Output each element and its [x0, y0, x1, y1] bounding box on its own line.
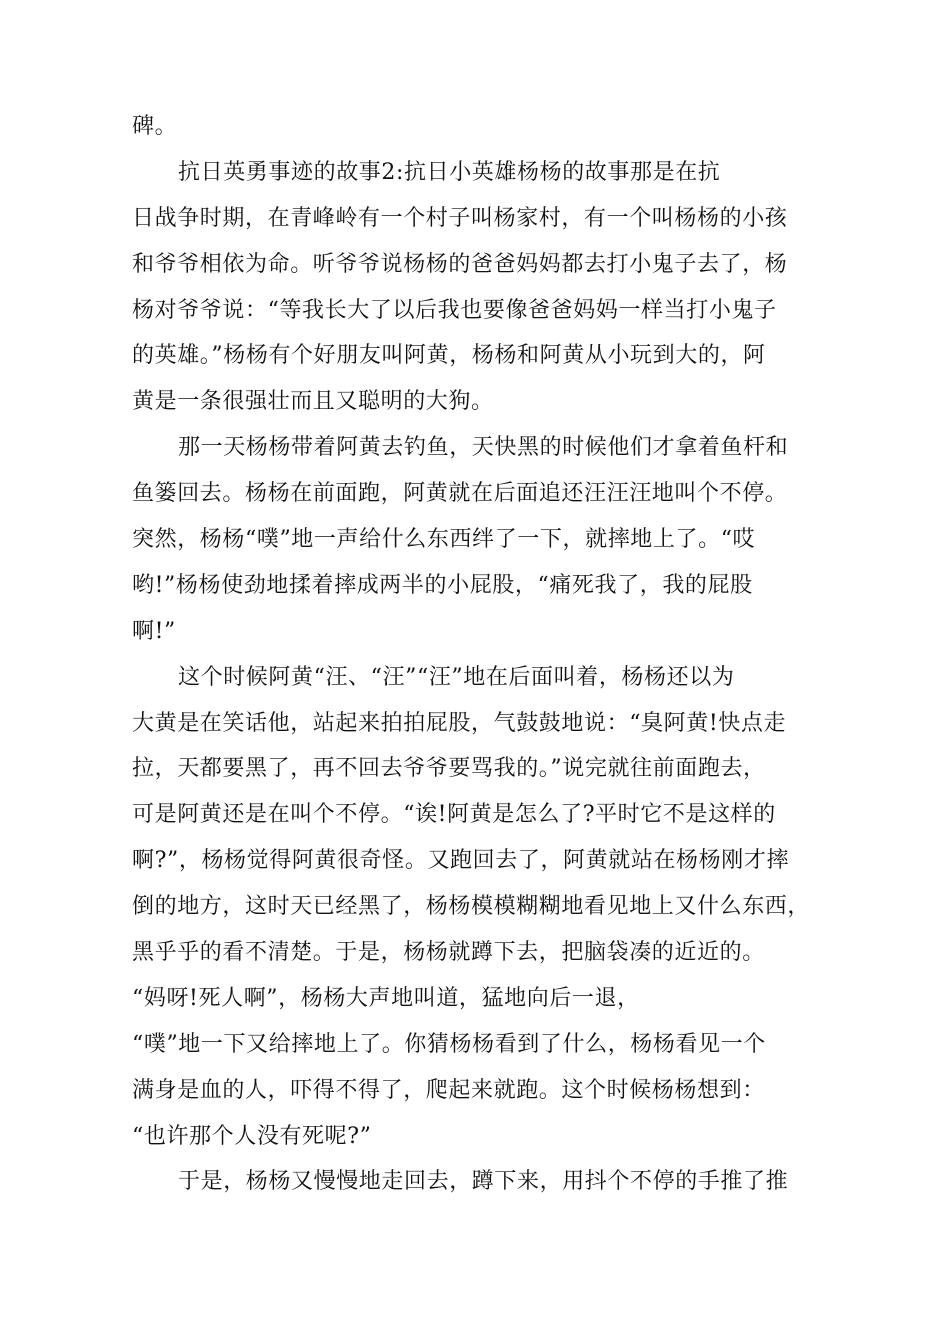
text-line: “也许那个人没有死呢?”: [132, 1123, 372, 1149]
text-line: 的英雄。”杨杨有个好朋友叫阿黄，杨杨和阿黄从小玩到大的，阿: [132, 343, 766, 369]
text-line: 可是阿黄还是在叫个不停。“诶!阿黄是怎么了?平时它不是这样的: [132, 802, 776, 828]
text-line: 啊?”，杨杨觉得阿黄很奇怪。又跑回去了，阿黄就站在杨杨刚才摔: [132, 848, 790, 874]
text-line: 黑乎乎的看不清楚。于是，杨杨就蹲下去，把脑袋凑的近近的。: [132, 940, 765, 966]
text-line: “妈呀!死人啊”，杨杨大声地叫道，猛地向后一退，: [132, 985, 640, 1011]
text-line: 啊!”: [132, 618, 176, 644]
text-line: 突然，杨杨“噗”地一声给什么东西绊了一下，就摔地上了。“哎: [132, 527, 756, 553]
story-text: [132, 104, 832, 1205]
text-line: 倒的地方，这时天已经黑了，杨杨模模糊糊地看见地上又什么东西，: [132, 894, 811, 920]
text-line: 拉，天都要黑了，再不回去爷爷要骂我的。”说完就往前面跑去，: [132, 756, 766, 782]
text-line: 碑。: [132, 114, 178, 139]
text-line: 杨对爷爷说：“等我长大了以后我也要像爸爸妈妈一样当打小鬼子: [132, 297, 777, 323]
text-line: 日战争时期，在青峰岭有一个村子叫杨家村，有一个叫杨杨的小孩: [132, 205, 788, 231]
text-line: 哟!”杨杨使劲地揉着摔成两半的小屁股，“痛死我了，我的屁股: [132, 572, 753, 598]
text-line: 抗日英勇事迹的故事2:抗日小英雄杨杨的故事那是在抗: [178, 159, 721, 185]
text-line: 和爷爷相依为命。听爷爷说杨杨的爸爸妈妈都去打小鬼子去了，杨: [132, 251, 788, 277]
text-line: 于是，杨杨又慢慢地走回去，蹲下来，用抖个不停的手推了推: [178, 1169, 789, 1195]
text-line: 鱼篓回去。杨杨在前面跑，阿黄就在后面追还汪汪汪地叫个不停。: [132, 481, 788, 507]
text-line: 这个时候阿黄“汪、“汪”“汪”地在后面叫着，杨杨还以为: [178, 664, 735, 690]
text-line: 满身是血的人，吓得不得了，爬起来就跑。这个时候杨杨想到：: [132, 1077, 765, 1103]
text-line: 那一天杨杨带着阿黄去钓鱼，天快黑的时候他们才拿着鱼杆和: [178, 435, 789, 461]
text-line: “噗”地一下又给摔地上了。你猜杨杨看到了什么，杨杨看见一个: [132, 1031, 766, 1057]
text-line: 大黄是在笑话他，站起来拍拍屁股，气鼓鼓地说：“臭阿黄!快点走: [132, 710, 787, 736]
text-line: 黄是一条很强壮而且又聪明的大狗。: [132, 389, 494, 415]
